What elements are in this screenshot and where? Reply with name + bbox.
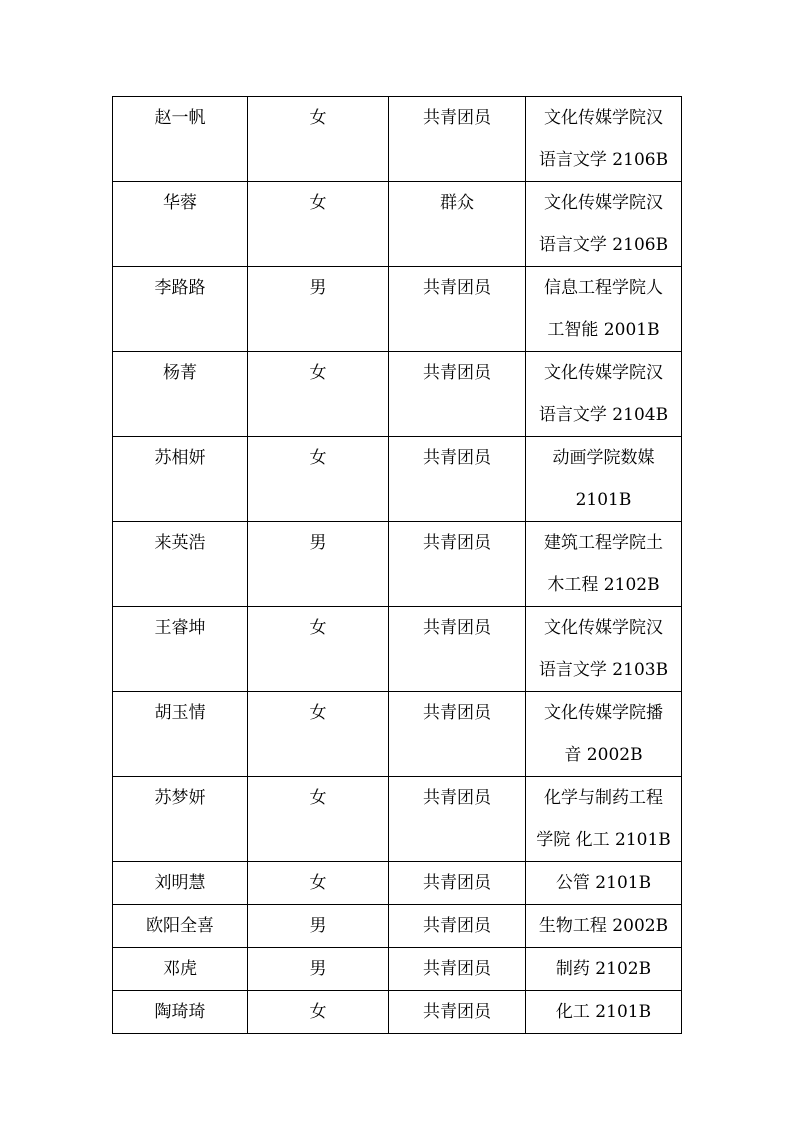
name-cell: 刘明慧	[113, 862, 248, 905]
name-cell: 王睿坤	[113, 607, 248, 692]
gender-cell: 男	[248, 522, 389, 607]
department-line-1: 建筑工程学院土	[544, 533, 663, 553]
gender-cell: 男	[248, 905, 389, 948]
table-row	[113, 97, 682, 182]
department-cell	[526, 352, 682, 437]
department-line-2: 工智能 2001B	[547, 320, 660, 340]
political-status-cell: 共青团员	[389, 97, 526, 182]
table-row	[113, 692, 682, 777]
department-cell	[526, 97, 682, 182]
gender-cell: 女	[248, 182, 389, 267]
department-line-2: 音 2002B	[564, 745, 643, 765]
political-status-cell: 共青团员	[389, 607, 526, 692]
gender-cell: 女	[248, 777, 389, 862]
department-line-1: 动画学院数媒	[552, 448, 655, 468]
department-cell	[526, 905, 682, 948]
department-line-1: 化工 2101B	[555, 1002, 652, 1022]
name-cell: 欧阳全喜	[113, 905, 248, 948]
member-table	[112, 96, 682, 1034]
department-cell	[526, 607, 682, 692]
department-line-1: 文化传媒学院汉	[544, 363, 663, 383]
gender-cell: 女	[248, 607, 389, 692]
department-line-1: 公管 2101B	[555, 873, 652, 893]
political-status-cell: 共青团员	[389, 267, 526, 352]
political-status-cell: 共青团员	[389, 692, 526, 777]
table-row	[113, 437, 682, 522]
name-cell: 杨菁	[113, 352, 248, 437]
department-cell	[526, 437, 682, 522]
political-status-cell: 共青团员	[389, 862, 526, 905]
political-status-cell: 共青团员	[389, 437, 526, 522]
gender-cell: 男	[248, 267, 389, 352]
political-status-cell: 共青团员	[389, 522, 526, 607]
department-line-2: 木工程 2102B	[547, 575, 660, 595]
political-status-cell: 共青团员	[389, 352, 526, 437]
political-status-cell: 共青团员	[389, 991, 526, 1034]
department-cell	[526, 182, 682, 267]
table-row	[113, 777, 682, 862]
name-cell: 赵一帆	[113, 97, 248, 182]
table-row	[113, 607, 682, 692]
name-cell: 陶琦琦	[113, 991, 248, 1034]
political-status-cell: 共青团员	[389, 777, 526, 862]
name-cell: 苏梦妍	[113, 777, 248, 862]
political-status-cell: 共青团员	[389, 905, 526, 948]
gender-cell: 女	[248, 991, 389, 1034]
department-line-1: 文化传媒学院汉	[544, 618, 663, 638]
department-cell	[526, 522, 682, 607]
department-cell	[526, 862, 682, 905]
department-line-1: 文化传媒学院汉	[544, 108, 663, 128]
department-line-2: 语言文学 2106B	[538, 235, 669, 255]
gender-cell: 女	[248, 862, 389, 905]
gender-cell: 女	[248, 97, 389, 182]
department-line-1: 制药 2102B	[555, 959, 652, 979]
department-line-2: 语言文学 2104B	[538, 405, 669, 425]
member-table-body	[113, 97, 682, 1034]
department-cell	[526, 948, 682, 991]
department-line-1: 文化传媒学院汉	[544, 193, 663, 213]
political-status-cell: 共青团员	[389, 948, 526, 991]
table-row	[113, 991, 682, 1034]
department-line-2: 学院 化工 2101B	[536, 830, 671, 850]
gender-cell: 女	[248, 692, 389, 777]
department-line-2: 语言文学 2103B	[538, 660, 669, 680]
gender-cell: 女	[248, 352, 389, 437]
table-row	[113, 267, 682, 352]
department-line-1: 生物工程 2002B	[538, 916, 669, 936]
gender-cell: 女	[248, 437, 389, 522]
table-row	[113, 948, 682, 991]
department-line-2: 2101B	[575, 490, 632, 510]
name-cell: 胡玉情	[113, 692, 248, 777]
table-row	[113, 352, 682, 437]
name-cell: 来英浩	[113, 522, 248, 607]
department-line-1: 化学与制药工程	[544, 788, 663, 808]
name-cell: 苏相妍	[113, 437, 248, 522]
gender-cell: 男	[248, 948, 389, 991]
department-line-1: 文化传媒学院播	[544, 703, 663, 723]
name-cell: 邓虎	[113, 948, 248, 991]
department-line-1: 信息工程学院人	[544, 278, 663, 298]
table-row	[113, 182, 682, 267]
political-status-cell: 群众	[389, 182, 526, 267]
department-cell	[526, 267, 682, 352]
name-cell: 华蓉	[113, 182, 248, 267]
table-row	[113, 905, 682, 948]
table-row	[113, 522, 682, 607]
department-cell	[526, 777, 682, 862]
name-cell: 李路路	[113, 267, 248, 352]
department-cell	[526, 991, 682, 1034]
department-line-2: 语言文学 2106B	[538, 150, 669, 170]
table-row	[113, 862, 682, 905]
department-cell	[526, 692, 682, 777]
